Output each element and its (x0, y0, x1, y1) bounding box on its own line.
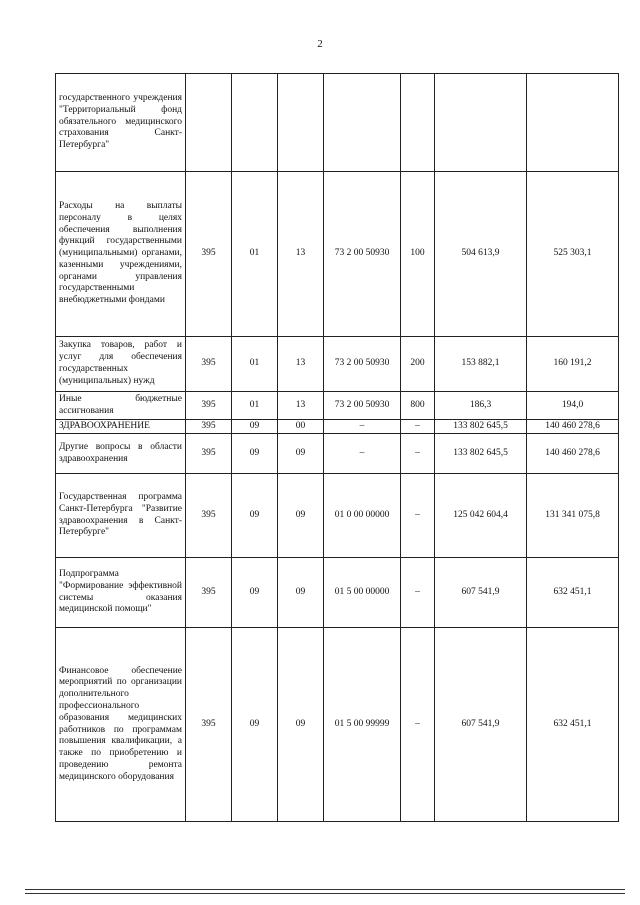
bottom-rule (25, 893, 625, 894)
row-rz (232, 74, 278, 172)
row-rz: 01 (232, 392, 278, 420)
table-row (56, 628, 619, 822)
row-sum1: 153 882,1 (435, 337, 527, 392)
row-name: Государственная программа Санкт-Петербурга "Развитие здравоохранения в Санкт-Петербурге" (56, 474, 186, 558)
row-pr: 00 (278, 420, 324, 434)
row-sum2: 140 460 278,6 (527, 420, 619, 434)
row-ved: 395 (186, 558, 232, 628)
table-row (56, 392, 619, 420)
row-sum1: 607 541,9 (435, 558, 527, 628)
row-name: ЗДРАВООХРАНЕНИЕ (56, 420, 186, 434)
row-rz: 09 (232, 474, 278, 558)
row-csr: – (324, 434, 401, 474)
table-row (56, 74, 619, 172)
row-ved: 395 (186, 337, 232, 392)
row-csr: 01 5 00 00000 (324, 558, 401, 628)
row-name: Закупка товаров, работ и услуг для обеспечения государственных (муниципальных) нужд (56, 337, 186, 392)
table-row (56, 474, 619, 558)
row-sum2: 525 303,1 (527, 172, 619, 337)
row-csr: 73 2 00 50930 (324, 392, 401, 420)
row-sum1: 504 613,9 (435, 172, 527, 337)
row-vr: – (401, 474, 435, 558)
row-vr: – (401, 628, 435, 822)
row-csr: 01 5 00 99999 (324, 628, 401, 822)
page-number: 2 (317, 38, 323, 50)
row-rz: 09 (232, 628, 278, 822)
table-row (56, 172, 619, 337)
row-sum2: 131 341 075,8 (527, 474, 619, 558)
row-sum2: 140 460 278,6 (527, 434, 619, 474)
row-sum1: 607 541,9 (435, 628, 527, 822)
row-rz: 01 (232, 337, 278, 392)
row-pr: 09 (278, 628, 324, 822)
row-pr: 13 (278, 392, 324, 420)
row-csr: – (324, 420, 401, 434)
row-rz: 09 (232, 434, 278, 474)
row-vr: 200 (401, 337, 435, 392)
row-sum2: 160 191,2 (527, 337, 619, 392)
row-rz: 09 (232, 420, 278, 434)
row-name: Другие вопросы в области здравоохранения (56, 434, 186, 474)
row-vr: – (401, 420, 435, 434)
row-sum1: 133 802 645,5 (435, 420, 527, 434)
row-sum2: 194,0 (527, 392, 619, 420)
row-sum1: 125 042 604,4 (435, 474, 527, 558)
row-ved: 395 (186, 434, 232, 474)
row-ved (186, 74, 232, 172)
row-name: Расходы на выплаты персоналу в целях обеспечения выполнения функций государственными (муниципальными) органами, казенными учреждениями, органами управления государственными внебюджетными фондами (56, 172, 186, 337)
row-sum2 (527, 74, 619, 172)
row-rz: 01 (232, 172, 278, 337)
row-name: государственного учреждения "Территориальный фонд обязательного медицинского страхования Санкт-Петербурга" (56, 74, 186, 172)
row-csr: 73 2 00 50930 (324, 172, 401, 337)
table-row (56, 558, 619, 628)
row-ved: 395 (186, 420, 232, 434)
row-vr (401, 74, 435, 172)
row-pr: 13 (278, 337, 324, 392)
row-sum1: 133 802 645,5 (435, 434, 527, 474)
budget-table (55, 73, 619, 822)
row-sum1: 186,3 (435, 392, 527, 420)
row-name: Финансовое обеспечение мероприятий по организации дополнительного профессионального образования медицинских работников по программам повышения квалификации, а также по приобретению и проведению ремонта медицинского оборудования (56, 628, 186, 822)
row-vr: – (401, 558, 435, 628)
row-sum2: 632 451,1 (527, 558, 619, 628)
row-sum1 (435, 74, 527, 172)
row-ved: 395 (186, 628, 232, 822)
row-name: Иные бюджетные ассигнования (56, 392, 186, 420)
row-ved: 395 (186, 474, 232, 558)
row-pr: 09 (278, 434, 324, 474)
row-vr: 100 (401, 172, 435, 337)
row-pr: 09 (278, 474, 324, 558)
row-pr: 13 (278, 172, 324, 337)
row-csr (324, 74, 401, 172)
row-ved: 395 (186, 172, 232, 337)
table-row (56, 420, 619, 434)
row-csr: 01 0 00 00000 (324, 474, 401, 558)
bottom-rule (25, 889, 625, 890)
row-vr: – (401, 434, 435, 474)
row-name: Подпрограмма "Формирование эффективной системы оказания медицинской помощи" (56, 558, 186, 628)
row-pr: 09 (278, 558, 324, 628)
row-sum2: 632 451,1 (527, 628, 619, 822)
row-rz: 09 (232, 558, 278, 628)
row-pr (278, 74, 324, 172)
row-csr: 73 2 00 50930 (324, 337, 401, 392)
table-row (56, 337, 619, 392)
table-row (56, 434, 619, 474)
row-ved: 395 (186, 392, 232, 420)
row-vr: 800 (401, 392, 435, 420)
